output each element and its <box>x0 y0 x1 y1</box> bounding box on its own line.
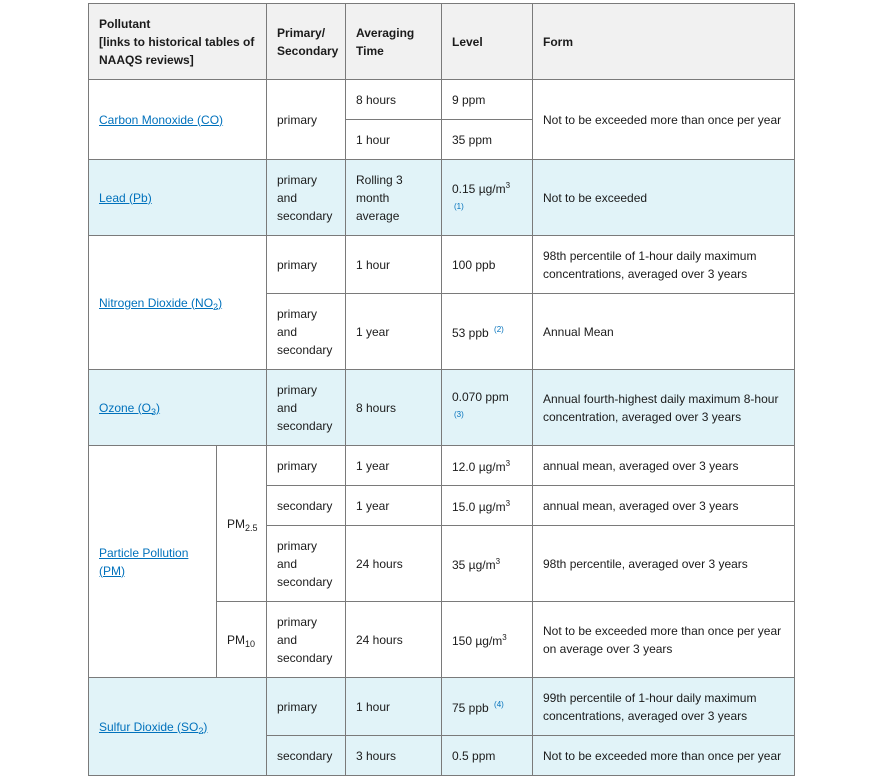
averaging-cell: 1 year <box>346 486 442 526</box>
level-cell: 9 ppm <box>442 80 533 120</box>
type-cell: primary <box>267 236 346 294</box>
table-row <box>89 80 795 120</box>
header-pollutant: Pollutant [links to historical tables of NAAQS reviews] <box>89 4 267 80</box>
averaging-cell: 1 year <box>346 294 442 370</box>
form-cell: Annual Mean <box>533 294 795 370</box>
pollutant-link-pb[interactable]: Lead (Pb) <box>99 190 152 205</box>
table-row <box>89 678 795 736</box>
pollutant-link-co[interactable]: Carbon Monoxide (CO) <box>99 112 224 127</box>
type-cell: primary and secondary <box>267 370 346 446</box>
footnote-link-3[interactable]: (3) <box>454 410 464 419</box>
form-cell: Not to be exceeded <box>533 160 795 236</box>
type-cell: primary <box>267 678 346 736</box>
averaging-cell: 24 hours <box>346 526 442 602</box>
header-form: Form <box>533 4 795 80</box>
pollutant-cell-so2 <box>89 678 267 776</box>
level-cell: 53 ppb $^{(2)}$ <box>442 294 533 370</box>
pm10-cell: $PM_{10}$ <box>217 602 267 678</box>
pollutant-link-o3[interactable]: Ozone $(O_3)$ <box>99 400 161 417</box>
pollutant-cell-pm <box>89 446 217 678</box>
level-cell: 150 $\mu g/m^3$ <box>442 602 533 678</box>
level-cell: 0.5 ppm <box>442 736 533 776</box>
averaging-cell: 1 hour <box>346 120 442 160</box>
level-cell: 0.15 $\mu g/m^3$ $^{(1)}$ <box>442 160 533 236</box>
type-cell: primary and secondary <box>267 602 346 678</box>
averaging-cell: 1 hour <box>346 678 442 736</box>
level-cell: 35 $\mu g/m^3$ <box>442 526 533 602</box>
pollutant-cell-pb <box>89 160 267 236</box>
averaging-cell: Rolling 3 month average <box>346 160 442 236</box>
form-cell: annual mean, averaged over 3 years <box>533 486 795 526</box>
naaqs-table <box>88 3 795 776</box>
pollutant-cell-co <box>89 80 267 160</box>
table-row <box>89 370 795 446</box>
footnote-link-4[interactable]: (4) <box>494 700 504 709</box>
type-cell: primary and secondary <box>267 160 346 236</box>
pollutant-cell-o3 <box>89 370 267 446</box>
table-row <box>89 160 795 236</box>
form-cell: Not to be exceeded more than once per year <box>533 736 795 776</box>
averaging-cell: 3 hours <box>346 736 442 776</box>
table-row <box>89 236 795 294</box>
form-cell: 99th percentile of 1-hour daily maximum concentrations, averaged over 3 years <box>533 678 795 736</box>
averaging-cell: 1 hour <box>346 236 442 294</box>
footnote-link-1[interactable]: (1) <box>454 201 464 211</box>
type-cell: secondary <box>267 736 346 776</box>
form-cell: Not to be exceeded more than once per year on average over 3 years <box>533 602 795 678</box>
level-cell: 75 ppb $^{(4)}$ <box>442 678 533 736</box>
form-cell: 98th percentile, averaged over 3 years <box>533 526 795 602</box>
averaging-cell: 24 hours <box>346 602 442 678</box>
header-level: Level <box>442 4 533 80</box>
level-cell: 0.070 ppm $^{(3)}$ <box>442 370 533 446</box>
averaging-cell: 8 hours <box>346 80 442 120</box>
header-primary-secondary: Primary/ Secondary <box>267 4 346 80</box>
type-cell: primary <box>267 80 346 160</box>
averaging-cell: 8 hours <box>346 370 442 446</box>
form-cell: Not to be exceeded more than once per year <box>533 80 795 160</box>
type-cell: primary <box>267 446 346 486</box>
header-row <box>89 4 795 80</box>
table-row <box>89 446 795 486</box>
pollutant-link-so2[interactable]: Sulfur Dioxide $(SO_2)$ <box>99 719 208 736</box>
pm25-cell: $PM_{2.5}$ <box>217 446 267 602</box>
level-cell: 100 ppb <box>442 236 533 294</box>
type-cell: primary and secondary <box>267 526 346 602</box>
averaging-cell: 1 year <box>346 446 442 486</box>
form-cell: annual mean, averaged over 3 years <box>533 446 795 486</box>
form-cell: 98th percentile of 1-hour daily maximum concentrations, averaged over 3 years <box>533 236 795 294</box>
footnote-link-2[interactable]: (2) <box>494 325 504 334</box>
type-cell: secondary <box>267 486 346 526</box>
pollutant-link-pm[interactable]: Particle Pollution (PM) <box>99 545 189 578</box>
level-cell: 12.0 $\mu g/m^3$ <box>442 446 533 486</box>
form-cell: Annual fourth-highest daily maximum 8-hour concentration, averaged over 3 years <box>533 370 795 446</box>
pollutant-link-no2[interactable]: Nitrogen Dioxide $(NO_2)$ <box>99 295 223 312</box>
header-averaging-time: Averaging Time <box>346 4 442 80</box>
pollutant-cell-no2 <box>89 236 267 370</box>
level-cell: 35 ppm <box>442 120 533 160</box>
level-cell: 15.0 $\mu g/m^3$ <box>442 486 533 526</box>
type-cell: primary and secondary <box>267 294 346 370</box>
